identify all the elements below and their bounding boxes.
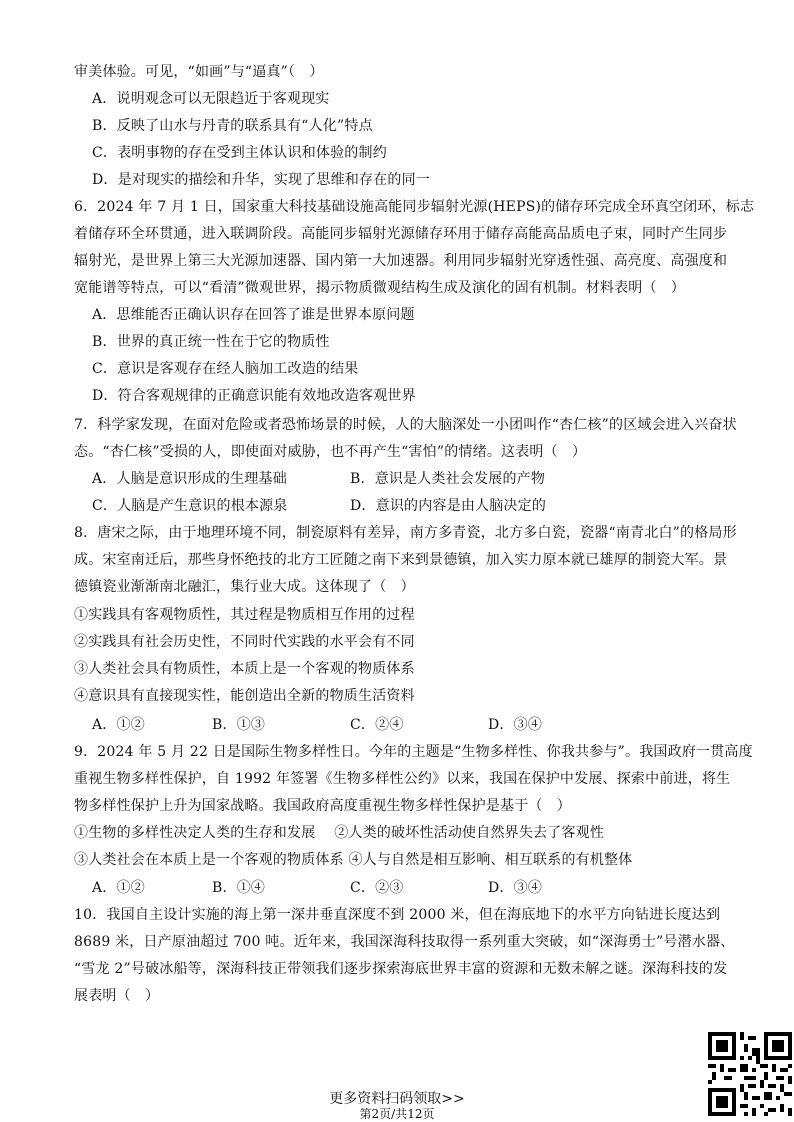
question-10-line: 10．我国自主设计实施的海上第一深井垂直深度不到 2000 米，但在海底地下的水平方向钻进长度达到: [74, 907, 721, 923]
option-a: A．人脑是意识形成的生理基础: [92, 471, 287, 487]
question-10-line: 8689 米，日产原油超过 700 吨。近年来，我国深海科技取得一系列重大突破，如“深海勇士”号潜水器、: [74, 934, 735, 950]
question-9-line: 物多样性保护上升为国家战略。我国政府高度重视生物多样性保护是基于（ ）: [74, 798, 571, 814]
option-c: C．表明事物的存在受到主体认识和体验的制约: [92, 145, 387, 161]
option-a: A．说明观念可以无限趋近于客观现实: [92, 91, 330, 107]
question-8-line: 成。宋室南迁后，那些身怀绝技的北方工匠随之南下来到景德镇，加入实力原本就已雄厚的制瓷大军。景: [74, 552, 728, 568]
option-b: B．反映了山水与丹青的联系具有“人化”特点: [92, 118, 373, 134]
statement-2: ②实践具有社会历史性，不同时代实践的水平会有不同: [74, 634, 415, 650]
option-c: C．②③: [350, 880, 404, 896]
statement-1: ①实践具有客观物质性，其过程是物质相互作用的过程: [74, 607, 415, 623]
option-b: B．意识是人类社会发展的产物: [350, 471, 546, 487]
option-b: B．①③: [212, 717, 266, 733]
question-6-line: 宽能谱等特点，可以“看清”微观世界，揭示物质微观结构生成及演化的固有机制。材料表明（ ）: [74, 280, 686, 296]
option-a: A．①②: [92, 717, 145, 733]
option-a: A．思维能否正确认识存在回答了谁是世界本原问题: [92, 307, 415, 323]
page-number: 第2页/共12页: [359, 1107, 435, 1121]
option-c: C．人脑是产生意识的根本源泉: [92, 498, 288, 514]
question-6-line: 着储存环全环贯通，进入联调阶段。高能同步辐射光源储存环用于储存高能高品质电子束，同时产生同步: [74, 226, 728, 242]
option-b: B．世界的真正统一性在于它的物质性: [92, 334, 330, 350]
option-d: D．是对现实的描绘和升华，实现了思维和存在的同一: [92, 172, 431, 188]
question-9-line: 重视生物多样性保护，自 1992 年签署《生物多样性公约》以来，我国在保护中发展、探索中前进，将生: [74, 771, 731, 787]
statement-3: ③人类社会具有物质性，本质上是一个客观的物质体系: [74, 661, 415, 677]
question-10-line: 展表明（ ）: [74, 988, 160, 1004]
question-7-line: 态。“杏仁核”受损的人，即使面对威胁，也不再产生“害怕”的情绪。这表明（ ）: [74, 444, 587, 460]
option-d: D．③④: [488, 880, 543, 896]
option-c: C．②④: [350, 717, 404, 733]
question-10-line: “雪龙 2”号破冰船等，深海科技正带领我们逐步探索海底世界丰富的资源和无数未解之谜。深海科技的发: [74, 961, 728, 977]
question-7-line: 7．科学家发现，在面对危险或者恐怖场景的时候，人的大脑深处一小团叫作“杏仁核”的区域会进入兴奋状: [74, 417, 737, 433]
option-c: C．意识是客观存在经人脑加工改造的结果: [92, 361, 359, 377]
question-5-stem-end: 审美体验。可见，“如画”与“逼真”（ ）: [74, 64, 324, 80]
question-6-line: 辐射光，是世界上第三大光源加速器、国内第一大加速器。利用同步辐射光穿透性强、高亮度、高强度和: [74, 253, 728, 269]
statement-4: ④意识具有直接现实性，能创造出全新的物质生活资料: [74, 688, 415, 704]
option-a: A．①②: [92, 880, 145, 896]
option-d: D．③④: [488, 717, 543, 733]
option-d: D．符合客观规律的正确意识能有效地改造客观世界: [92, 388, 416, 404]
statement-row: ①生物的多样性决定人类的生存和发展 ②人类的破坏性活动使自然界失去了客观性: [74, 825, 605, 841]
option-b: B．①④: [212, 880, 266, 896]
question-8-line: 8．唐宋之际，由于地理环境不同，制瓷原料有差异，南方多青瓷，北方多白瓷，瓷器“南青北白”的格局形: [74, 525, 737, 541]
statement-row: ③人类社会在本质上是一个客观的物质体系 ④人与自然是相互影响、相互联系的有机整体: [74, 852, 633, 868]
promo-text[interactable]: 更多资料扫码领取>>: [329, 1091, 465, 1107]
question-9-line: 9．2024 年 5 月 22 日是国际生物多样性日。今年的主题是“生物多样性、你我共参与”。我国政府一贯高度: [74, 744, 753, 760]
question-6-line: 6．2024 年 7 月 1 日，国家重大科技基础设施高能同步辐射光源(HEPS)的储存环完成全环真空闭环，标志: [74, 199, 755, 215]
question-8-line: 德镇瓷业渐渐南北融汇，集行业大成。这体现了（ ）: [74, 579, 415, 595]
option-d: D．意识的内容是由人脑决定的: [350, 498, 547, 514]
